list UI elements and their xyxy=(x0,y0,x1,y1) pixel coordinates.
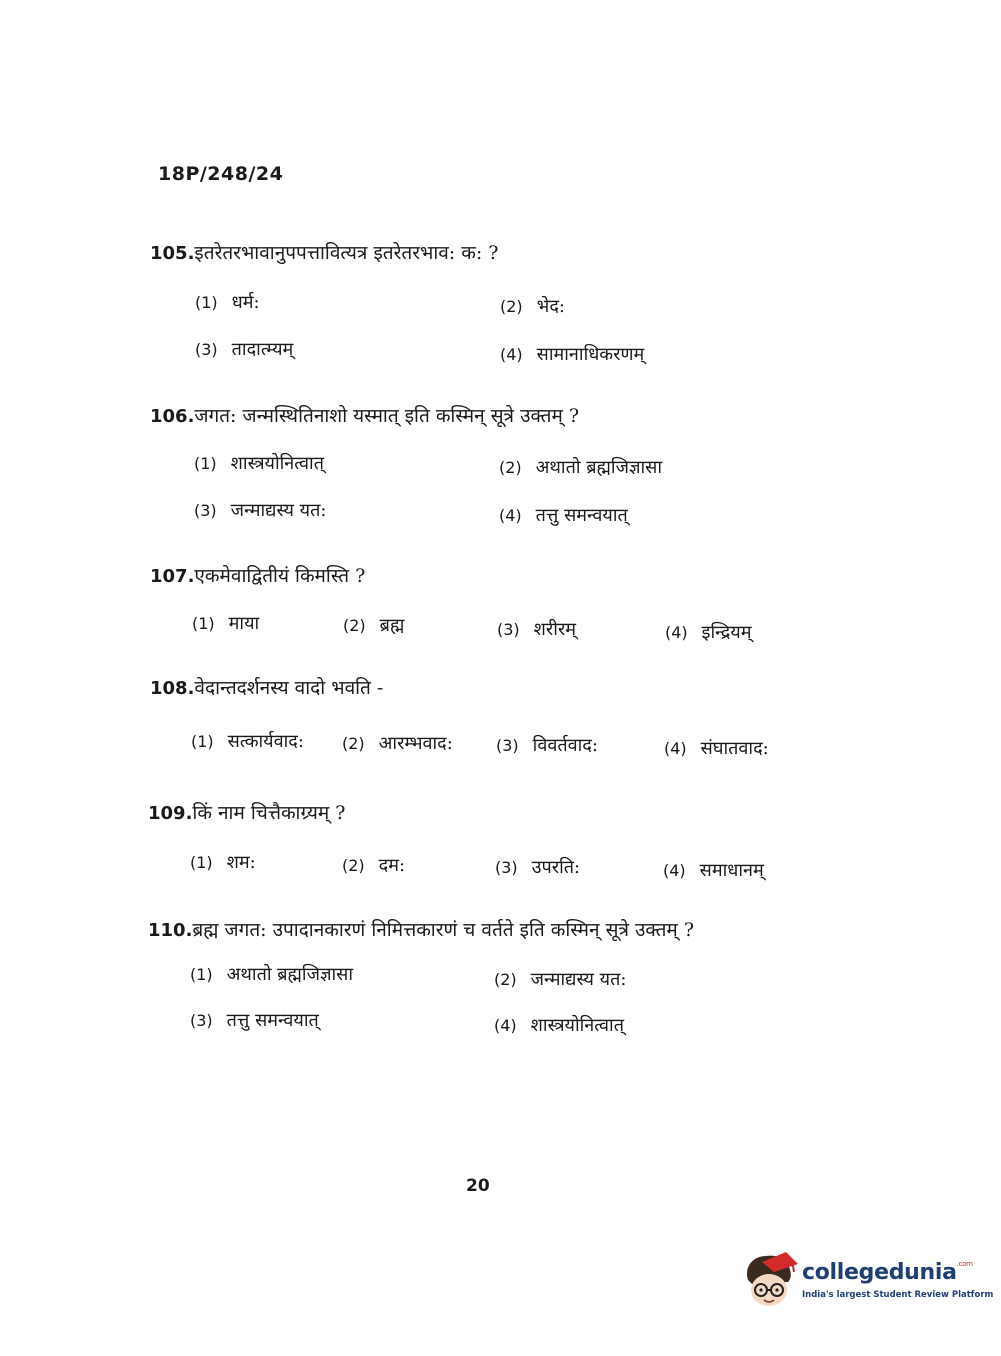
question-stem xyxy=(150,675,850,702)
option-number: (4) xyxy=(500,345,523,364)
question-text: ब्रह्म जगत: उपादानकारणं निमित्तकारणं च वर्तते इति कस्मिन् सूत्रे उक्तम् ? xyxy=(192,919,694,941)
option-number: (4) xyxy=(494,1016,517,1035)
option-4 xyxy=(664,736,769,760)
option-text: सामानाधिकरणम् xyxy=(536,344,645,365)
option-1 xyxy=(195,290,260,314)
option-4 xyxy=(663,858,764,882)
question-text: इतरेतरभावानुपपत्तावित्यत्र इतरेतरभाव: क: ? xyxy=(194,242,499,264)
option-3 xyxy=(497,617,576,641)
option-text: धर्म: xyxy=(231,292,260,313)
option-text: सत्कार्यवाद: xyxy=(227,731,304,752)
question-number: 109. xyxy=(148,803,193,824)
question-number: 106. xyxy=(150,406,195,427)
option-text: भेद: xyxy=(536,296,565,317)
option-3 xyxy=(195,337,293,361)
question-108 xyxy=(150,675,850,765)
paper-code: 18P/248/24 xyxy=(158,163,284,185)
option-text: जन्माद्यस्य यत: xyxy=(230,500,327,521)
option-number: (1) xyxy=(195,293,218,312)
option-1 xyxy=(190,850,256,874)
option-number: (1) xyxy=(191,732,214,751)
option-number: (4) xyxy=(665,623,688,642)
option-number: (3) xyxy=(195,340,218,359)
option-text: उपरति: xyxy=(531,857,581,878)
question-stem xyxy=(150,403,850,430)
option-text: जन्माद्यस्य यत: xyxy=(530,969,627,990)
option-text: माया xyxy=(228,613,260,634)
option-number: (4) xyxy=(664,739,687,758)
mascot-icon xyxy=(742,1250,798,1312)
option-text: तत्तु समन्वयात् xyxy=(226,1010,319,1031)
option-1 xyxy=(194,451,324,475)
option-number: (1) xyxy=(190,853,213,872)
question-stem xyxy=(150,563,850,590)
option-number: (3) xyxy=(194,501,217,520)
question-text: एकमेवाद्वितीयं किमस्ति ? xyxy=(194,565,366,587)
option-4 xyxy=(494,1013,624,1037)
option-number: (3) xyxy=(497,620,520,639)
option-text: शम: xyxy=(226,852,256,873)
question-number: 107. xyxy=(150,566,195,587)
option-number: (2) xyxy=(500,297,523,316)
option-3 xyxy=(496,733,598,757)
option-3 xyxy=(194,498,326,522)
question-stem xyxy=(148,917,850,944)
option-1 xyxy=(190,962,353,986)
option-text: ब्रह्म xyxy=(379,615,405,636)
question-number: 105. xyxy=(150,243,195,264)
option-text: तादात्म्यम् xyxy=(231,339,294,360)
option-text: आरम्भवाद: xyxy=(378,733,453,754)
option-text: तत्तु समन्वयात् xyxy=(535,505,628,526)
option-text: संघातवाद: xyxy=(700,738,769,759)
option-number: (4) xyxy=(663,861,686,880)
question-107 xyxy=(150,563,850,643)
option-number: (2) xyxy=(494,970,517,989)
question-number: 110. xyxy=(148,920,193,941)
option-number: (4) xyxy=(499,506,522,525)
logo-wordmark xyxy=(802,1260,973,1285)
question-stem xyxy=(148,800,850,827)
collegedunia-logo[interactable] xyxy=(742,1250,994,1312)
option-number: (2) xyxy=(342,856,365,875)
brand-name: collegedunia xyxy=(802,1260,957,1285)
option-text: शास्त्रयोनित्वात् xyxy=(530,1015,624,1036)
option-number: (3) xyxy=(190,1011,213,1030)
option-4 xyxy=(499,503,628,527)
question-stem xyxy=(150,240,850,267)
option-number: (2) xyxy=(499,458,522,477)
option-text: दम: xyxy=(378,855,406,876)
question-106 xyxy=(150,403,850,533)
option-text: शरीरम् xyxy=(533,619,577,640)
option-number: (3) xyxy=(496,736,519,755)
option-text: इन्द्रियम् xyxy=(701,622,752,643)
option-1 xyxy=(191,729,304,753)
brand-suffix: .com xyxy=(956,1260,973,1268)
option-text: अथातो ब्रह्मजिज्ञासा xyxy=(535,457,662,478)
option-2 xyxy=(499,455,662,479)
question-text: किं नाम चित्तैकाग्र्यम् ? xyxy=(192,802,346,824)
option-2 xyxy=(342,853,405,877)
option-4 xyxy=(665,620,752,644)
page-number: 20 xyxy=(466,1176,490,1196)
option-2 xyxy=(494,967,626,991)
option-text: अथातो ब्रह्मजिज्ञासा xyxy=(226,964,353,985)
question-text: जगत: जन्मस्थितिनाशो यस्मात् इति कस्मिन् सूत्रे उक्तम् ? xyxy=(194,405,580,427)
option-number: (1) xyxy=(190,965,213,984)
question-109 xyxy=(150,800,850,890)
option-2 xyxy=(343,613,404,637)
option-1 xyxy=(192,611,259,635)
option-number: (2) xyxy=(342,734,365,753)
option-2 xyxy=(500,294,565,318)
option-text: विवर्तवाद: xyxy=(532,735,598,756)
option-2 xyxy=(342,731,453,755)
option-3 xyxy=(495,855,580,879)
question-number: 108. xyxy=(150,678,195,699)
logo-tagline: India's largest Student Review Platform xyxy=(802,1290,994,1300)
question-text: वेदान्तदर्शनस्य वादो भवति - xyxy=(194,677,384,699)
option-3 xyxy=(190,1008,319,1032)
question-105 xyxy=(150,240,850,370)
option-number: (1) xyxy=(192,614,215,633)
option-number: (1) xyxy=(194,454,217,473)
option-4 xyxy=(500,342,644,366)
option-text: समाधानम् xyxy=(699,860,764,881)
option-text: शास्त्रयोनित्वात् xyxy=(230,453,324,474)
option-number: (3) xyxy=(495,858,518,877)
option-number: (2) xyxy=(343,616,366,635)
question-110 xyxy=(150,917,850,1047)
